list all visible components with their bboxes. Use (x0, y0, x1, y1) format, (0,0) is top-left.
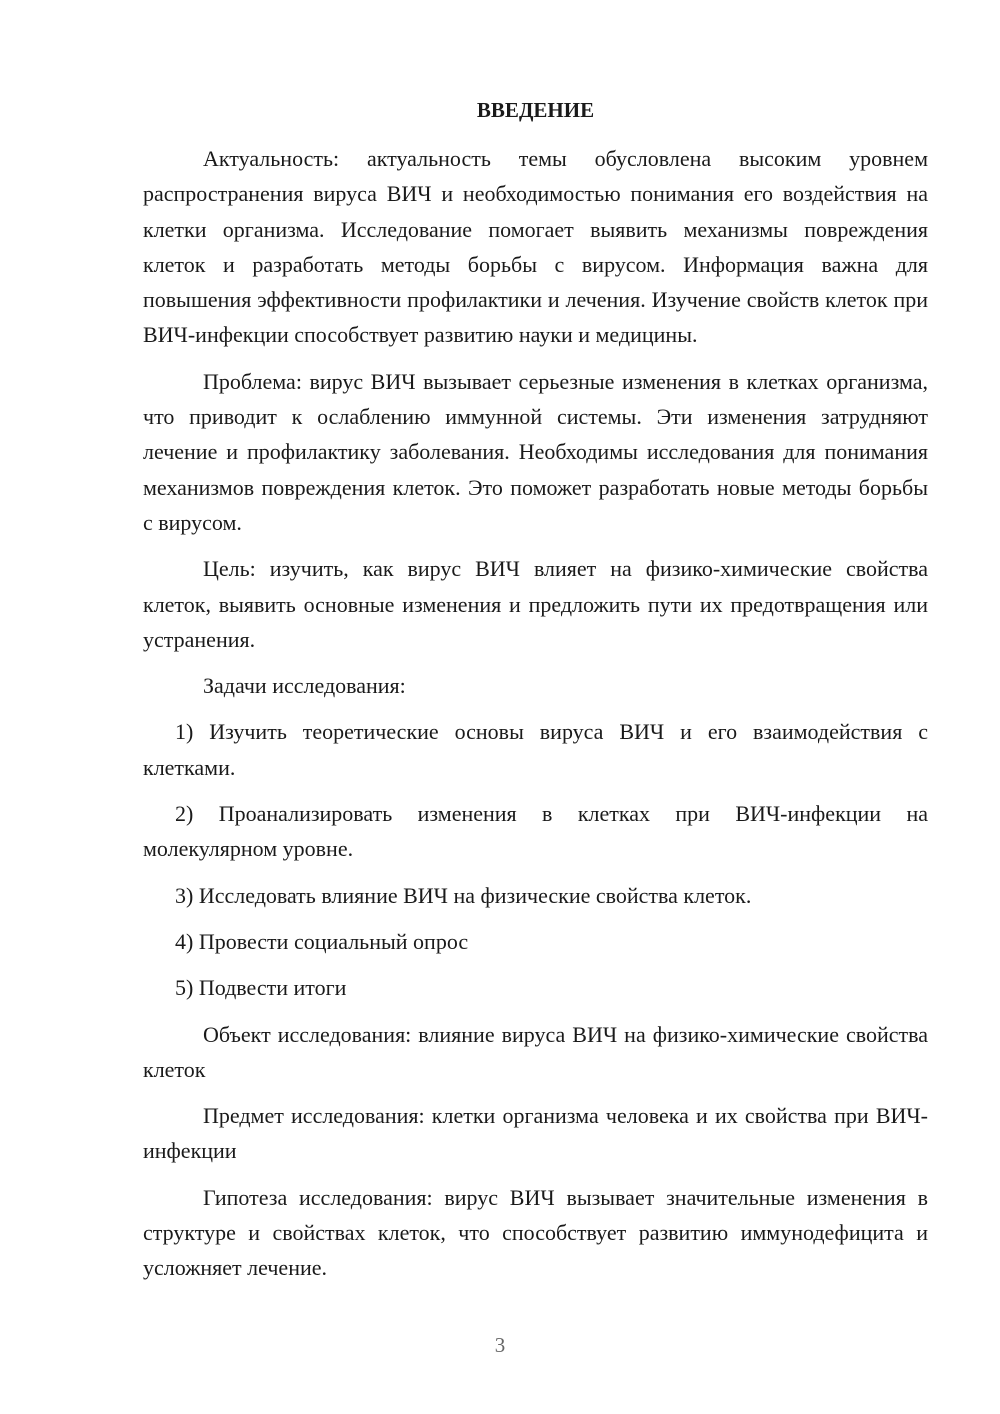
goal-paragraph: Цель: изучить, как вирус ВИЧ влияет на физико-химические свойства клеток, выявить основные изменения и предложить пути их предотвращения или устранения. (143, 556, 928, 652)
task-item-3: 3) Исследовать влияние ВИЧ на физические свойства клеток. (175, 882, 752, 908)
document-page (143, 95, 928, 1297)
tasks-heading: Задачи исследования: (203, 673, 406, 699)
page-title: ВВЕДЕНИЕ (476, 98, 595, 122)
task-item-2: 2) Проанализировать изменения в клетках при ВИЧ-инфекции на молекулярном уровне. (143, 801, 928, 862)
object-paragraph: Объект исследования: влияние вируса ВИЧ на физико-химические свойства клеток (143, 1021, 928, 1082)
page-number: 3 (494, 1333, 506, 1357)
hypothesis-paragraph: Гипотеза исследования: вирус ВИЧ вызывает значительные изменения в структуре и свойствах клеток, что способствует развитию иммунодефицита и усложняет лечение. (143, 1184, 928, 1281)
task-item-5: 5) Подвести итоги (175, 975, 347, 1001)
task-item-1: 1) Изучить теоретические основы вируса ВИЧ и его взаимодействия с клетками. (143, 719, 928, 780)
relevance-paragraph: Актуальность: актуальность темы обусловлена высоким уровнем распространения вируса ВИЧ и необходимостью понимания его воздействия на клетки организма. Исследование помогает выявить механизмы повреждения клеток и разработать методы борьбы с вирусом. Информация важна для повышения эффективности профилактики и лечения. Изучение свойств клеток при ВИЧ-инфекции способствует развитию науки и медицины. (143, 146, 928, 348)
task-item-4: 4) Провести социальный опрос (175, 928, 469, 954)
subject-paragraph: Предмет исследования: клетки организма человека и их свойства при ВИЧ-инфекции (143, 1103, 928, 1164)
problem-paragraph: Проблема: вирус ВИЧ вызывает серьезные изменения в клетках организма, что приводит к ослаблению иммунной системы. Эти изменения затрудняют лечение и профилактику заболевания. Необходимы исследования для понимания механизмов повреждения клеток. Это поможет разработать новые методы борьбы с вирусом. (143, 368, 928, 535)
